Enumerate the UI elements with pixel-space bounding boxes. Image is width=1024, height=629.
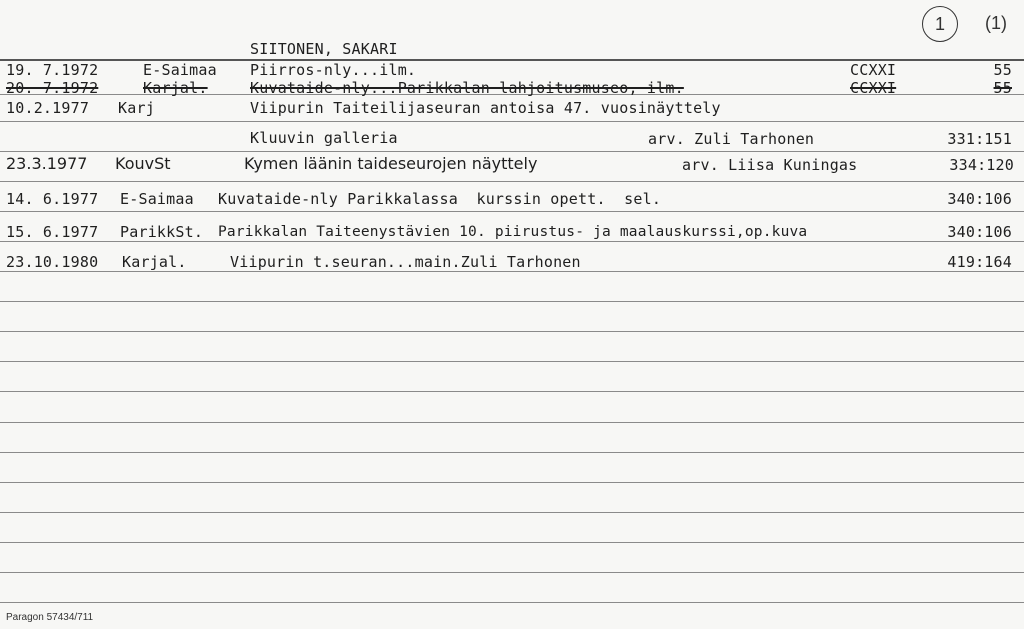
ruled-line	[0, 301, 1024, 302]
entry-date: 23.10.1980	[6, 253, 99, 271]
ruled-line	[0, 482, 1024, 483]
entry-date: 14. 6.1977	[6, 190, 99, 208]
entry-ref: 419:164	[947, 253, 1012, 271]
entry-ref: 340:106	[947, 223, 1012, 241]
ruled-line	[0, 241, 1024, 242]
ruled-line	[0, 572, 1024, 573]
ruled-line	[0, 452, 1024, 453]
ruled-line	[0, 151, 1024, 152]
entry-ref: 334:120	[949, 156, 1014, 174]
entry-text: Kuvataide-nly Parikkalassa kurssin opett. sel.	[218, 190, 662, 208]
ruled-line	[0, 542, 1024, 543]
circled-number-mark: 1	[922, 6, 958, 42]
ruled-line	[0, 361, 1024, 362]
entry-source: Karjal.	[143, 79, 208, 97]
entry-date: 19. 7.1972	[6, 61, 99, 79]
entry-date: 15. 6.1977	[6, 223, 99, 241]
card-footer: Paragon 57434/711	[6, 612, 94, 623]
entry-source: E-Saimaa	[143, 61, 217, 79]
entry-source: Karj	[118, 99, 155, 117]
entry-source: Karjal.	[122, 253, 187, 271]
ruled-line	[0, 211, 1024, 212]
entry-text: Piirros-nly...ilm.	[250, 61, 417, 79]
entry-source: KouvSt	[115, 154, 171, 173]
entry-ref: 331:151	[947, 130, 1012, 148]
entry-text: Viipurin Taiteilijaseuran antoisa 47. vuosinäyttely	[250, 99, 721, 117]
ruled-line	[0, 602, 1024, 603]
entry-text: Kuvataide-nly...Parikkalan lahjoitusmuseo, ilm.	[250, 79, 684, 97]
ruled-line	[0, 121, 1024, 122]
entry-text: Kymen läänin taideseurojen näyttely	[244, 154, 538, 173]
entry-date: 23.3.1977	[6, 154, 88, 173]
entry-source: ParikkSt.	[120, 223, 204, 241]
entry-ref: 55	[993, 61, 1012, 79]
ruled-line	[0, 391, 1024, 392]
card-name: SIITONEN, SAKARI	[250, 40, 398, 58]
entry-date: 20. 7.1972	[6, 79, 99, 97]
entry-code: CCXXI	[850, 79, 897, 97]
ruled-line	[0, 422, 1024, 423]
ruled-line	[0, 512, 1024, 513]
entry-text: Viipurin t.seuran...main.Zuli Tarhonen	[230, 253, 581, 271]
ruled-line	[0, 271, 1024, 272]
entry-ref: 55	[993, 79, 1012, 97]
entry-code: arv. Liisa Kuningas	[682, 156, 858, 174]
paren-number-mark: (1)	[985, 13, 1007, 33]
entry-source: E-Saimaa	[120, 190, 194, 208]
entry-code: arv. Zuli Tarhonen	[648, 130, 815, 148]
ruled-line	[0, 181, 1024, 182]
entry-code: CCXXI	[850, 61, 897, 79]
entry-ref: 340:106	[947, 190, 1012, 208]
ruled-line	[0, 331, 1024, 332]
entry-text: Kluuvin galleria	[250, 129, 398, 147]
entry-date: 10.2.1977	[6, 99, 90, 117]
entry-text: Parikkalan Taiteenystävien 10. piirustus- ja maalauskurssi,op.kuva	[218, 224, 808, 240]
